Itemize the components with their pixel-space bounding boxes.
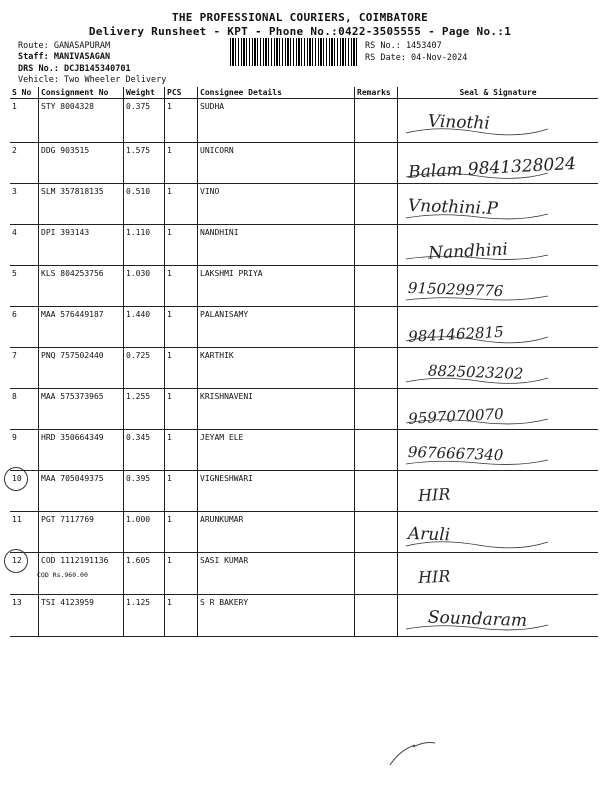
row-consignment-no-text: COD 1112191136 xyxy=(41,556,109,565)
row-weight-text: 0.345 xyxy=(126,433,151,442)
row-sno-text: 7 xyxy=(12,351,17,360)
row-remarks xyxy=(355,184,398,225)
row-pcs-text: 1 xyxy=(167,392,172,401)
company-title: THE PROFESSIONAL COURIERS, COIMBATORE xyxy=(171,11,429,24)
row-sno xyxy=(10,512,39,553)
row-sno-text: 4 xyxy=(12,228,17,237)
row-consignee xyxy=(198,430,355,471)
row-consignee xyxy=(198,595,355,637)
row-sno xyxy=(10,307,39,348)
row-pcs-text: 1 xyxy=(167,102,172,111)
row-pcs-text: 1 xyxy=(167,146,172,155)
row-pcs xyxy=(165,143,198,184)
row-pcs-text: 1 xyxy=(167,556,172,565)
col-header-sno: S No xyxy=(10,87,39,99)
row-weight-text: 1.605 xyxy=(126,556,151,565)
row-weight-text: 1.255 xyxy=(126,392,151,401)
row-remarks xyxy=(355,143,398,184)
row-remarks xyxy=(355,99,398,143)
row-signature-cell xyxy=(398,512,599,553)
row-pcs-text: 1 xyxy=(167,433,172,442)
row-sno-text: 2 xyxy=(12,146,17,155)
row-weight-text: 1.125 xyxy=(126,598,151,607)
row-pcs xyxy=(165,307,198,348)
row-sno xyxy=(10,225,39,266)
row-remarks xyxy=(355,471,398,512)
rs-number: RS No.: 1453407 xyxy=(365,41,442,51)
cod-amount-note: COD Rs.960.00 xyxy=(37,571,88,579)
row-consignment-no-text: SLM 357818135 xyxy=(41,187,104,196)
row-pcs-text: 1 xyxy=(167,474,172,483)
row-pcs xyxy=(165,225,198,266)
rs-date: RS Date: 04-Nov-2024 xyxy=(365,53,468,63)
signature-scribble: 8825023202 xyxy=(427,361,524,383)
handwritten-signature xyxy=(398,471,600,515)
row-consignee-text: UNICORN xyxy=(200,146,234,155)
handwritten-signature xyxy=(398,595,600,639)
handwritten-signature xyxy=(398,266,600,310)
row-consignee xyxy=(198,143,355,184)
row-pcs-text: 1 xyxy=(167,351,172,360)
row-sno xyxy=(10,184,39,225)
row-pcs-text: 1 xyxy=(167,515,172,524)
row-consignment-no-text: DPI 393143 xyxy=(41,228,90,237)
row-consignment-no xyxy=(39,348,124,389)
row-consignment-no xyxy=(39,389,124,430)
row-pcs xyxy=(165,553,198,595)
row-consignee-text: SASI KUMAR xyxy=(200,556,249,565)
row-pcs xyxy=(165,389,198,430)
table-row xyxy=(10,553,598,595)
row-weight-text: 0.395 xyxy=(126,474,151,483)
row-signature-cell xyxy=(398,225,599,266)
row-weight-text: 1.110 xyxy=(126,228,151,237)
row-consignment-no xyxy=(39,430,124,471)
col-header-remarks: Remarks xyxy=(355,87,398,99)
row-pcs xyxy=(165,512,198,553)
row-signature-cell xyxy=(398,307,599,348)
row-sno xyxy=(10,595,39,637)
row-pcs xyxy=(165,595,198,637)
staff-label: Staff: MANIVASAGAN xyxy=(18,52,111,62)
signature-scribble: Aruli xyxy=(407,523,451,546)
row-remarks xyxy=(355,595,398,637)
row-consignee xyxy=(198,184,355,225)
signature-scribble: HIR xyxy=(417,484,451,506)
row-weight-text: 1.030 xyxy=(126,269,151,278)
row-pcs-text: 1 xyxy=(167,228,172,237)
row-consignment-no xyxy=(39,266,124,307)
row-consignee-text: PALANISAMY xyxy=(200,310,249,319)
table-row xyxy=(10,471,598,512)
signature-scribble: Soundaram xyxy=(427,607,528,632)
row-sno xyxy=(10,553,39,595)
handwritten-circle-mark xyxy=(4,549,28,573)
row-weight xyxy=(124,430,165,471)
row-signature-cell xyxy=(398,471,599,512)
row-consignment-no xyxy=(39,225,124,266)
row-pcs-text: 1 xyxy=(167,310,172,319)
row-consignment-no-text: DDG 903515 xyxy=(41,146,90,155)
row-pcs xyxy=(165,266,198,307)
row-consignee xyxy=(198,553,355,595)
row-consignee-text: VINO xyxy=(200,187,220,196)
row-sno-text: 11 xyxy=(12,515,22,524)
row-remarks xyxy=(355,389,398,430)
row-consignment-no xyxy=(39,307,124,348)
row-remarks xyxy=(355,266,398,307)
row-pcs xyxy=(165,471,198,512)
row-sno-text: 3 xyxy=(12,187,17,196)
handwritten-signature xyxy=(398,348,600,392)
runsheet-subtitle: Delivery Runsheet - KPT - Phone No.:0422-3505555 - Page No.:1 xyxy=(88,25,512,38)
row-consignment-no xyxy=(39,143,124,184)
row-signature-cell xyxy=(398,430,599,471)
row-consignment-no-text: HRD 350664349 xyxy=(41,433,104,442)
row-sno xyxy=(10,389,39,430)
row-sno xyxy=(10,99,39,143)
row-signature-cell xyxy=(398,266,599,307)
row-sno-text: 5 xyxy=(12,269,17,278)
row-signature-cell xyxy=(398,348,599,389)
row-consignee xyxy=(198,225,355,266)
row-pcs xyxy=(165,184,198,225)
row-signature-cell xyxy=(398,99,599,143)
signature-scribble: 9150299776 xyxy=(407,278,504,301)
row-consignee-text: VIGNESHWARI xyxy=(200,474,253,483)
row-consignment-no-text: MAA 705049375 xyxy=(41,474,104,483)
row-pcs xyxy=(165,99,198,143)
row-consignee-text: NANDHINI xyxy=(200,228,239,237)
table-row xyxy=(10,348,598,389)
row-sno xyxy=(10,430,39,471)
row-weight-text: 1.575 xyxy=(126,146,151,155)
row-consignment-no xyxy=(39,184,124,225)
table-header-row xyxy=(10,87,598,99)
signature-stroke xyxy=(406,542,548,548)
handwritten-circle-mark xyxy=(4,467,28,491)
table-row xyxy=(10,266,598,307)
row-consignment-no xyxy=(39,512,124,553)
col-header-consignment: Consignment No xyxy=(39,87,124,99)
row-weight-text: 0.725 xyxy=(126,351,151,360)
row-sno-text: 1 xyxy=(12,102,17,111)
handwritten-signature xyxy=(398,430,600,474)
row-sno-text: 8 xyxy=(12,392,17,401)
signature-scribble: HIR xyxy=(417,566,451,588)
row-consignment-no-text: MAA 576449187 xyxy=(41,310,104,319)
row-consignment-no-text: PNQ 757502440 xyxy=(41,351,104,360)
row-consignment-no-text: PGT 7117769 xyxy=(41,515,94,524)
signature-scribble: Vnothini.P xyxy=(407,195,499,219)
row-pcs-text: 1 xyxy=(167,187,172,196)
row-weight xyxy=(124,348,165,389)
row-weight xyxy=(124,512,165,553)
row-consignee xyxy=(198,389,355,430)
table-row xyxy=(10,595,598,637)
row-remarks xyxy=(355,430,398,471)
handwritten-signature xyxy=(398,184,600,228)
handwritten-signature xyxy=(398,389,600,433)
row-remarks xyxy=(355,348,398,389)
signature-scribble: Nandhini xyxy=(427,239,509,264)
row-weight xyxy=(124,184,165,225)
row-weight xyxy=(124,389,165,430)
row-weight xyxy=(124,595,165,637)
row-weight-text: 0.510 xyxy=(126,187,151,196)
row-remarks xyxy=(355,307,398,348)
row-sno-text: 9 xyxy=(12,433,17,442)
row-weight xyxy=(124,99,165,143)
table-row xyxy=(10,143,598,184)
handwritten-signature xyxy=(398,225,600,269)
signature-scribble: 9597070070 xyxy=(407,404,505,428)
runsheet-table xyxy=(10,87,598,637)
table-row xyxy=(10,99,598,143)
row-weight xyxy=(124,143,165,184)
row-sno xyxy=(10,348,39,389)
col-header-weight: Weight xyxy=(124,87,165,99)
row-signature-cell xyxy=(398,595,599,637)
row-weight-text: 0.375 xyxy=(126,102,151,111)
signature-scribble: Vinothi xyxy=(427,111,491,134)
row-consignment-no xyxy=(39,553,124,595)
signature-scribble: 9841462815 xyxy=(407,322,505,346)
row-consignment-no xyxy=(39,99,124,143)
row-consignment-no-text: KLS 804253756 xyxy=(41,269,104,278)
row-consignment-no-text: MAA 575373965 xyxy=(41,392,104,401)
row-consignee xyxy=(198,99,355,143)
row-consignee xyxy=(198,512,355,553)
row-pcs xyxy=(165,430,198,471)
col-header-signature: Seal & Signature xyxy=(398,87,599,99)
row-weight-text: 1.000 xyxy=(126,515,151,524)
handwritten-signature xyxy=(398,553,600,597)
row-signature-cell xyxy=(398,553,599,595)
row-weight xyxy=(124,553,165,595)
drs-number: DRS No.: DCJB145340701 xyxy=(18,64,131,74)
handwritten-signature xyxy=(398,307,600,351)
table-row xyxy=(10,512,598,553)
row-weight xyxy=(124,307,165,348)
row-weight xyxy=(124,225,165,266)
vehicle-label: Vehicle: Two Wheeler Delivery xyxy=(18,75,167,85)
row-remarks xyxy=(355,553,398,595)
row-sno-text: 13 xyxy=(12,598,22,607)
row-weight-text: 1.440 xyxy=(126,310,151,319)
col-header-consignee: Consignee Details xyxy=(198,87,355,99)
row-pcs-text: 1 xyxy=(167,598,172,607)
pen-stroke-mark xyxy=(385,735,445,775)
row-sno-text: 6 xyxy=(12,310,17,319)
row-consignee xyxy=(198,307,355,348)
signature-scribble: Balam 9841328024 xyxy=(407,153,577,183)
table-row xyxy=(10,389,598,430)
row-consignment-no xyxy=(39,595,124,637)
row-signature-cell xyxy=(398,143,599,184)
row-sno-text: 12 xyxy=(12,556,22,565)
row-consignee-text: JEYAM ELE xyxy=(200,433,244,442)
row-consignee xyxy=(198,266,355,307)
handwritten-signature xyxy=(398,512,600,556)
row-consignee-text: S R BAKERY xyxy=(200,598,249,607)
row-pcs xyxy=(165,348,198,389)
row-consignee-text: KARTHIK xyxy=(200,351,234,360)
handwritten-signature xyxy=(398,143,600,187)
row-consignee xyxy=(198,348,355,389)
row-consignee-text: KRISHNAVENI xyxy=(200,392,253,401)
row-consignment-no-text: STY 8004328 xyxy=(41,102,94,111)
col-header-pcs: PCS xyxy=(165,87,198,99)
row-sno xyxy=(10,471,39,512)
row-consignee-text: ARUNKUMAR xyxy=(200,515,244,524)
route-label: Route: GANASAPURAM xyxy=(18,41,111,51)
row-remarks xyxy=(355,512,398,553)
table-row xyxy=(10,430,598,471)
row-consignee-text: LAKSHMI PRIYA xyxy=(200,269,263,278)
row-weight xyxy=(124,266,165,307)
barcode-image xyxy=(230,38,358,66)
row-signature-cell xyxy=(398,184,599,225)
handwritten-signature xyxy=(398,99,600,143)
table-row xyxy=(10,307,598,348)
row-consignee-text: SUDHA xyxy=(200,102,225,111)
row-pcs-text: 1 xyxy=(167,269,172,278)
row-sno-text: 10 xyxy=(12,474,22,483)
row-sno xyxy=(10,266,39,307)
row-consignment-no-text: TSI 4123959 xyxy=(41,598,94,607)
row-signature-cell xyxy=(398,389,599,430)
table-row xyxy=(10,184,598,225)
row-remarks xyxy=(355,225,398,266)
row-sno xyxy=(10,143,39,184)
table-row xyxy=(10,225,598,266)
signature-scribble: 9676667340 xyxy=(407,442,504,465)
row-consignee xyxy=(198,471,355,512)
row-consignment-no xyxy=(39,471,124,512)
row-weight xyxy=(124,471,165,512)
